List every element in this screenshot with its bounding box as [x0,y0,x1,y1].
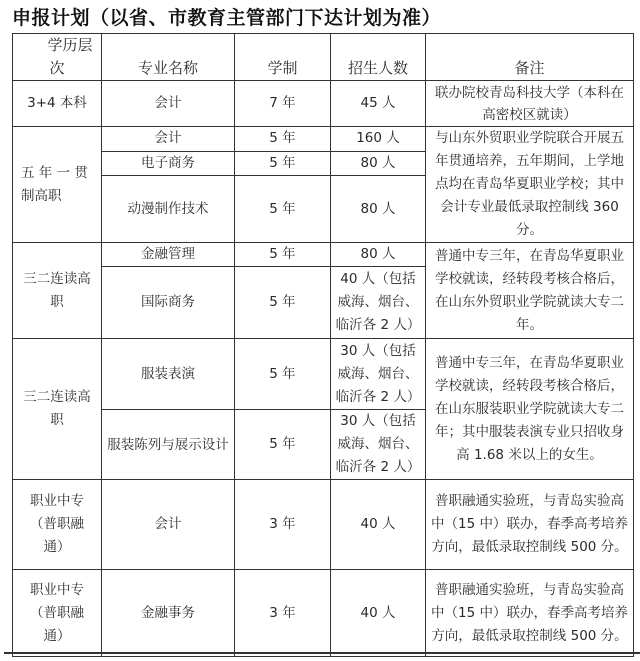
header-quota: 招生人数 [331,34,426,81]
duration-cell: 5 年 [235,151,331,176]
level-cell: 职业中专（普职融通） [13,480,102,570]
duration-cell: 5 年 [235,176,331,243]
quota-cell: 30 人（包括威海、烟台、临沂各 2 人） [331,410,426,480]
table-row [13,339,634,410]
table-row [13,480,634,570]
header-duration: 学制 [235,34,331,81]
quota-cell: 40 人 [331,480,426,570]
level-cell: 三二连读高职 [13,243,102,339]
note-cell: 普职融通实验班，与青岛实验高中（15 中）联办，春季高考培养方向，最低录取控制线 500 分。 [426,480,634,570]
quota-cell: 80 人 [331,151,426,176]
duration-cell: 5 年 [235,243,331,267]
major-cell: 服装陈列与展示设计 [102,410,235,480]
quota-cell: 40 人（包括威海、烟台、临沂各 2 人） [331,267,426,339]
major-cell: 金融管理 [102,243,235,267]
note-cell: 联办院校青岛科技大学（本科在高密校区就读） [426,81,634,127]
level-cell: 3+4 本科 [13,81,102,127]
enrollment-plan-table [12,33,634,657]
duration-cell: 5 年 [235,267,331,339]
major-cell: 国际商务 [102,267,235,339]
table-row [13,570,634,657]
bottom-divider [4,652,640,654]
level-cell: 三二连读高职 [13,339,102,480]
duration-cell: 5 年 [235,410,331,480]
major-cell: 服装表演 [102,339,235,410]
header-major: 专业名称 [102,34,235,81]
header-level-line1: 学历层 [47,36,93,54]
note-cell: 普通中专三年，在青岛华夏职业学校就读，经转段考核合格后，在山东外贸职业学院就读大专二年。 [426,243,634,339]
header-note: 备注 [426,34,634,81]
note-cell: 普通中专三年，在青岛华夏职业学校就读，经转段考核合格后，在山东服装职业学院就读大专二年；其中服装表演专业只招收身高 1.68 米以上的女生。 [426,339,634,480]
quota-cell: 30 人（包括威海、烟台、临沂各 2 人） [331,339,426,410]
page-title: 申报计划（以省、市教育主管部门下达计划为准） [12,7,442,29]
table-row [13,127,634,152]
quota-cell: 45 人 [331,81,426,127]
major-cell: 动漫制作技术 [102,176,235,243]
table-header-row [13,34,634,81]
duration-cell: 3 年 [235,480,331,570]
duration-cell: 5 年 [235,127,331,152]
quota-cell: 160 人 [331,127,426,152]
note-cell: 普职融通实验班，与青岛实验高中（15 中）联办，春季高考培养方向，最低录取控制线 500 分。 [426,570,634,657]
quota-cell: 40 人 [331,570,426,657]
table-row [13,243,634,267]
major-cell: 电子商务 [102,151,235,176]
header-level [13,34,102,81]
table-row [13,81,634,127]
quota-cell: 80 人 [331,176,426,243]
level-cell: 职业中专（普职融通） [13,570,102,657]
duration-cell: 3 年 [235,570,331,657]
major-cell: 会计 [102,480,235,570]
level-cell: 五 年 一 贯制高职 [13,127,102,243]
note-cell: 与山东外贸职业学院联合开展五年贯通培养，五年期间，上学地点均在青岛华夏职业学校；其中会计专业最低录取控制线 360 分。 [426,127,634,243]
duration-cell: 5 年 [235,339,331,410]
quota-cell: 80 人 [331,243,426,267]
major-cell: 金融事务 [102,570,235,657]
major-cell: 会计 [102,127,235,152]
duration-cell: 7 年 [235,81,331,127]
major-cell: 会计 [102,81,235,127]
header-level-line2: 次 [49,59,65,77]
